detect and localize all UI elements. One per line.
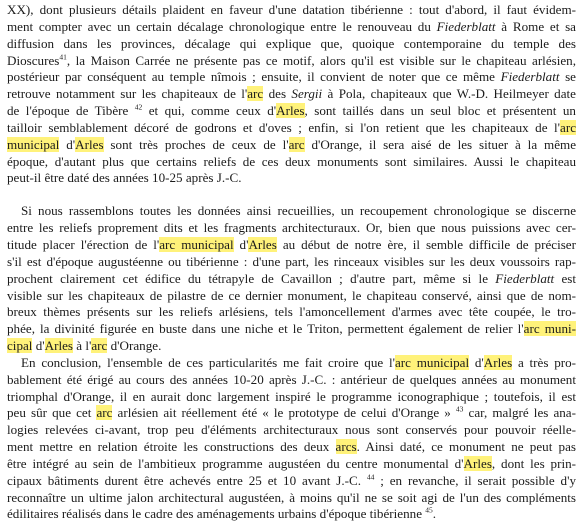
paragraph bbox=[7, 355, 576, 523]
highlighted-term: Arles bbox=[483, 354, 513, 370]
italic-term: Fiederblatt bbox=[495, 270, 555, 286]
text-run: d'Orange. bbox=[107, 338, 162, 354]
text-line bbox=[7, 137, 576, 154]
highlighted-term: arcs bbox=[335, 439, 357, 455]
text-line bbox=[7, 405, 576, 422]
highlighted-term: arc bbox=[288, 136, 305, 152]
text-line bbox=[7, 86, 576, 103]
text-run: d' bbox=[32, 338, 45, 354]
text-line bbox=[7, 154, 576, 171]
text-run: logies relevées ci-avant, trop peu d'éléments architecturaux nous sont conservés pour pouvoir réelle- bbox=[7, 422, 576, 438]
text-run: reconnaître un ultime jalon architectural augustéen, à moins qu'il ne se soit agi de l'un des compléments bbox=[7, 489, 576, 505]
text-line bbox=[7, 170, 576, 187]
text-line bbox=[7, 36, 576, 53]
text-line bbox=[7, 389, 576, 406]
text-run: à Rome et sa bbox=[495, 18, 576, 34]
text-run: , sont taillés dans un seul bloc et présentent un bbox=[304, 103, 576, 119]
text-run: à Pola, chapiteaux que W.-D. Heilmeyer date bbox=[322, 86, 576, 102]
text-run: ; en revanche, il serait possible d'y bbox=[374, 472, 576, 488]
text-line bbox=[7, 120, 576, 137]
text-run: , la Maison Carrée ne présente pas ce motif, alors qu'il est visible sur le chapiteau arlésien, bbox=[66, 52, 576, 68]
text-run: triomphal d'Orange, il en aurait donc largement inspiré le programme iconographique ; toutefois, il est bbox=[7, 388, 576, 404]
text-run: d' bbox=[233, 236, 249, 252]
highlighted-term: municipal bbox=[7, 136, 60, 152]
text-line bbox=[7, 237, 576, 254]
text-run: au début de notre ère, il semble difficile de préciser bbox=[276, 236, 576, 252]
text-line bbox=[7, 103, 576, 120]
highlighted-term: Arles bbox=[44, 338, 74, 354]
text-run: retrouve notamment sur les chapiteaux de l' bbox=[7, 86, 248, 102]
text-line bbox=[7, 304, 576, 321]
text-run: peut-il être daté des années 10-25 après J.-C. bbox=[7, 170, 242, 186]
text-run: phée, la divinité figurée en buste dans une niche et le Triton, permettent également de relier l' bbox=[7, 321, 524, 337]
text-run: car, malgré les ana- bbox=[463, 405, 576, 421]
text-line bbox=[7, 254, 576, 271]
text-line bbox=[7, 439, 576, 456]
italic-term: Sergii bbox=[291, 86, 323, 102]
text-line bbox=[7, 506, 576, 523]
highlighted-term: cipal bbox=[7, 338, 33, 354]
highlighted-term: arc municipal bbox=[159, 236, 234, 252]
text-run: visible sur les chapiteaux de pilastre de ce dernier monument, le chapiteau conservé, ainsi que de nom- bbox=[7, 287, 576, 303]
text-run: diffusion dans les provinces, décalage qui explique que, quoique contemporaine du temple des bbox=[7, 35, 576, 51]
text-line bbox=[7, 19, 576, 36]
text-run: arlésien ait réellement été « le prototype de celui d'Orange » bbox=[112, 405, 456, 421]
text-line bbox=[7, 288, 576, 305]
text-line bbox=[7, 220, 576, 237]
text-run: cipaux bâtiments durent être achevés entre 25 et 10 avant J.-C. bbox=[7, 472, 367, 488]
footnote-ref: 44 bbox=[366, 472, 375, 482]
text-run: peu sûr que cet bbox=[7, 405, 97, 421]
text-line bbox=[7, 372, 576, 389]
paragraph bbox=[7, 2, 576, 187]
text-run: postérieur par conséquent au temple nîmois ; ensuite, il convient de noter que ce même bbox=[7, 69, 501, 85]
text-run: breux thèmes présents sur les reliefs arlésiens, tels l'amoncellement d'armes avec tête coupée, le tro- bbox=[7, 304, 576, 320]
highlighted-term: arc bbox=[91, 338, 108, 354]
text-run: d' bbox=[469, 354, 484, 370]
text-run: XX), dont plusieurs détails plaident en faveur d'une datation tibérienne : tout d'abord, il faut évidem- bbox=[7, 2, 576, 17]
highlighted-term: arc bbox=[247, 86, 264, 102]
text-run: En conclusion, l'ensemble de ces particularités me fait croire que l' bbox=[21, 354, 395, 370]
text-line bbox=[7, 456, 576, 473]
text-run: a très pro- bbox=[512, 354, 577, 370]
text-run: s'il est d'époque augustéenne ou tibérienne : d'une part, les rinceaux visibles sur les deux voussoirs rap- bbox=[7, 253, 576, 269]
italic-term: Fiederblatt bbox=[500, 69, 560, 85]
footnote-ref: 42 bbox=[134, 102, 143, 112]
text-line bbox=[7, 271, 576, 288]
text-run: titude placer l'érection de l' bbox=[7, 236, 160, 252]
text-run: est bbox=[554, 270, 576, 286]
text-line bbox=[7, 422, 576, 439]
highlighted-term: arc bbox=[96, 405, 113, 421]
text-run: . Ainsi daté, ce monument ne peut pas bbox=[356, 439, 577, 455]
text-line bbox=[7, 321, 576, 338]
text-run: entre les reliefs proprement dits et les fragments architecturaux. Or, bien que nous puissions avec cer- bbox=[7, 220, 576, 236]
footnote-ref: 45 bbox=[425, 506, 433, 516]
text-line bbox=[7, 490, 576, 507]
text-run: ment compter avec un certain décalage chronologique entre le renouveau du bbox=[7, 18, 437, 34]
text-line bbox=[7, 338, 576, 355]
text-run: Dioscures bbox=[7, 52, 60, 68]
text-run: d'Orange, il sera aisé de les situer à la même bbox=[304, 136, 577, 152]
footnote-ref: 43 bbox=[455, 405, 464, 415]
text-run: édilitaires réalisés dans le cadre des aménagements urbains d'époque tibérienne bbox=[7, 506, 426, 522]
text-run: , dont les prin- bbox=[491, 455, 576, 471]
text-line bbox=[7, 69, 576, 86]
text-run: d' bbox=[59, 136, 76, 152]
text-line bbox=[7, 203, 576, 220]
text-line bbox=[7, 473, 576, 490]
text-run: être intégré au sein de l'ambitieux programme augustéen du centre monumental d' bbox=[7, 455, 464, 471]
text-run: à l' bbox=[73, 338, 92, 354]
text-run: bablement été érigé au cours des années 10-20 après J.-C. : antérieur de quelques années au monument bbox=[7, 371, 576, 387]
text-run: des bbox=[263, 86, 292, 102]
text-line bbox=[7, 53, 576, 70]
italic-term: Fiederblatt bbox=[436, 18, 496, 34]
text-run: prochent clairement cet édifice du tétrapyle de Cavaillon ; d'autre part, même si le bbox=[7, 270, 496, 286]
text-run: se bbox=[559, 69, 576, 85]
text-run: . bbox=[432, 506, 437, 522]
text-run: époque, d'autant plus que certains reliefs de ces deux monuments sont similaires. Aussi le chapiteau bbox=[7, 153, 576, 169]
text-run: tailloir semblablement décoré de godrons et d'oves ; enfin, si l'on retient que les chapiteaux de l' bbox=[7, 119, 561, 135]
highlighted-term: Arles bbox=[463, 455, 492, 471]
text-run: ment mettre en relation étroite les constructions des deux bbox=[7, 439, 336, 455]
paragraph bbox=[7, 203, 576, 355]
highlighted-term: arc municipal bbox=[394, 354, 470, 370]
text-line bbox=[7, 355, 576, 372]
footnote-ref: 41 bbox=[59, 52, 67, 62]
highlighted-term: arc muni- bbox=[523, 321, 576, 337]
text-run: Si nous rassemblons toutes les données ainsi recueillies, un recoupement chronologique se discerne bbox=[21, 203, 576, 219]
highlighted-term: arc bbox=[560, 119, 576, 135]
text-run: de l'époque de Tibère bbox=[7, 103, 135, 119]
text-run: et qui, comme ceux d' bbox=[142, 103, 277, 119]
highlighted-term: Arles bbox=[75, 136, 104, 152]
text-run: sont très proches de ceux de l' bbox=[103, 136, 289, 152]
highlighted-term: Arles bbox=[248, 236, 277, 252]
text-line bbox=[7, 2, 576, 19]
highlighted-term: Arles bbox=[276, 103, 305, 119]
